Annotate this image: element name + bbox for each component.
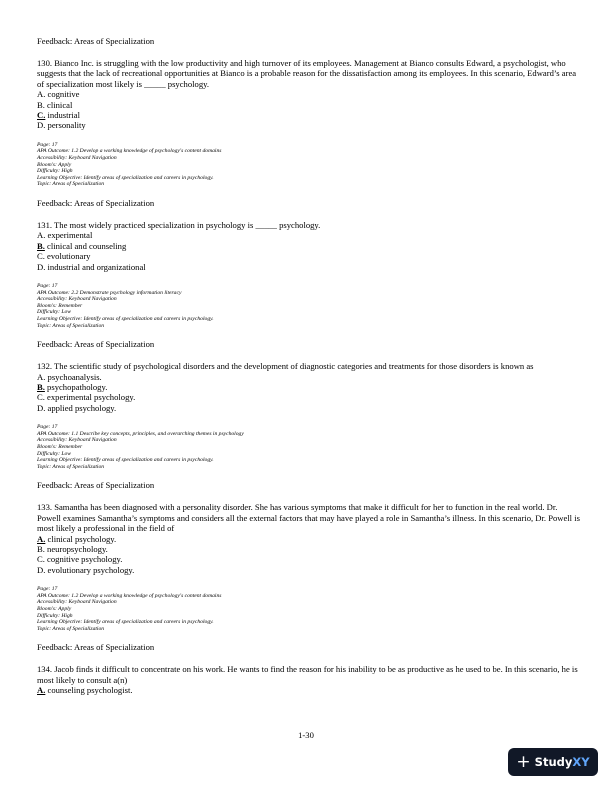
option-b: B. clinical [37, 99, 73, 110]
option-a: A. experimental [37, 230, 93, 241]
plus-icon: + [516, 751, 531, 772]
option-d: D. personality [37, 120, 86, 131]
feedback-line: Feedback: Areas of Specialization [37, 480, 155, 491]
option-d: D. applied psychology. [37, 402, 117, 413]
question-133 [37, 502, 582, 632]
option-a-correct: A. counseling psychologist. [37, 685, 133, 696]
question-132 [37, 361, 582, 470]
question-text: 131. The most widely practiced specialization in psychology is _____ psychology. [37, 220, 321, 230]
question-metadata: Page: 17 APA Outcome: 1.2 Develop a working knowledge of psychology's content domains Accessibility: Keyboard Navigation Bloom's: Apply Difficulty: High Learning Objective: Identify areas of specialization and careers in psychology. Topic: Areas of Specialization [37, 586, 222, 632]
question-metadata: Page: 17 APA Outcome: 2.2 Demonstrate psychology information literacy Accessibility: Keyboard Navigation Bloom's: Remember Difficulty: Low Learning Objective: Identify areas of specialization and careers in psychology. Topic: Areas of Specialization [37, 283, 214, 329]
option-b-correct: B. psychopathology. [37, 382, 108, 392]
feedback-line: Feedback: Areas of Specialization [37, 642, 155, 653]
option-b-correct: B. clinical and counseling [37, 240, 127, 251]
page-number: 1-30 [298, 730, 314, 740]
option-a: A. psychoanalysis. [37, 371, 102, 382]
option-d: D. evolutionary psychology. [37, 564, 135, 575]
question-text: 130. Bianco Inc. is struggling with the low productivity and high turnover of its employees. Management at Bianco consults Edward, a psychologist, who suggests that the lack of recreational opportunities at Bianco is a probable reason for the dissatisfaction among its employees. In this scenario, Edward’s area of specialization most likely is _____ psychology. [37, 58, 577, 89]
feedback-line: Feedback: Areas of Specialization [37, 36, 155, 46]
question-metadata: Page: 17 APA Outcome: 1.2 Develop a working knowledge of psychology's content domains Accessibility: Keyboard Navigation Bloom's: Apply Difficulty: High Learning Objective: Identify areas of specialization and careers in psychology. Topic: Areas of Specialization [37, 141, 222, 188]
question-130 [37, 58, 582, 188]
option-c: C. cognitive psychology. [37, 554, 123, 565]
option-c: C. evolutionary [37, 251, 91, 262]
feedback-line: Feedback: Areas of Specialization [37, 198, 155, 208]
document-body [37, 36, 582, 696]
question-metadata: Page: 17 APA Outcome: 1.1 Describe key concepts, principles, and overarching themes in psychology Accessibility: Keyboard Navigation Bloom's: Remember Difficulty: Low Learning Objective: Identify areas of specialization and careers in psychology. Topic: Areas of Specialization [37, 424, 244, 470]
question-text: 132. The scientific study of psychological disorders and the development of diagnostic categories and treatments for those disorders is known as [37, 361, 534, 372]
option-c-correct: C. industrial [37, 110, 80, 121]
option-a: A. cognitive [37, 89, 80, 100]
option-d: D. industrial and organizational [37, 261, 146, 272]
question-text: 133. Samantha has been diagnosed with a personality disorder. She has various symptoms that make it difficult for her to function in the real world. Dr. Powell examines Samantha’s symptoms and considers all the external factors that may have played a role in Samantha’s illness. In this scenario, Dr. Powell is most likely a professional in the field of [37, 502, 580, 534]
option-c: C. experimental psychology. [37, 392, 136, 403]
option-b: B. neuropsychology. [37, 544, 108, 554]
question-134 [37, 664, 582, 695]
option-a-correct: A. clinical psychology. [37, 533, 117, 544]
question-text: 134. Jacob finds it difficult to concentrate on his work. He wants to find the reason for his inability to be as productive as he used to be. In this scenario, he is most likely to consult a(n) [37, 664, 578, 685]
feedback-line: Feedback: Areas of Specialization [37, 339, 155, 350]
studyxy-badge[interactable] [508, 748, 598, 776]
question-131 [37, 220, 582, 329]
brand-name: StudyXY [534, 755, 590, 769]
